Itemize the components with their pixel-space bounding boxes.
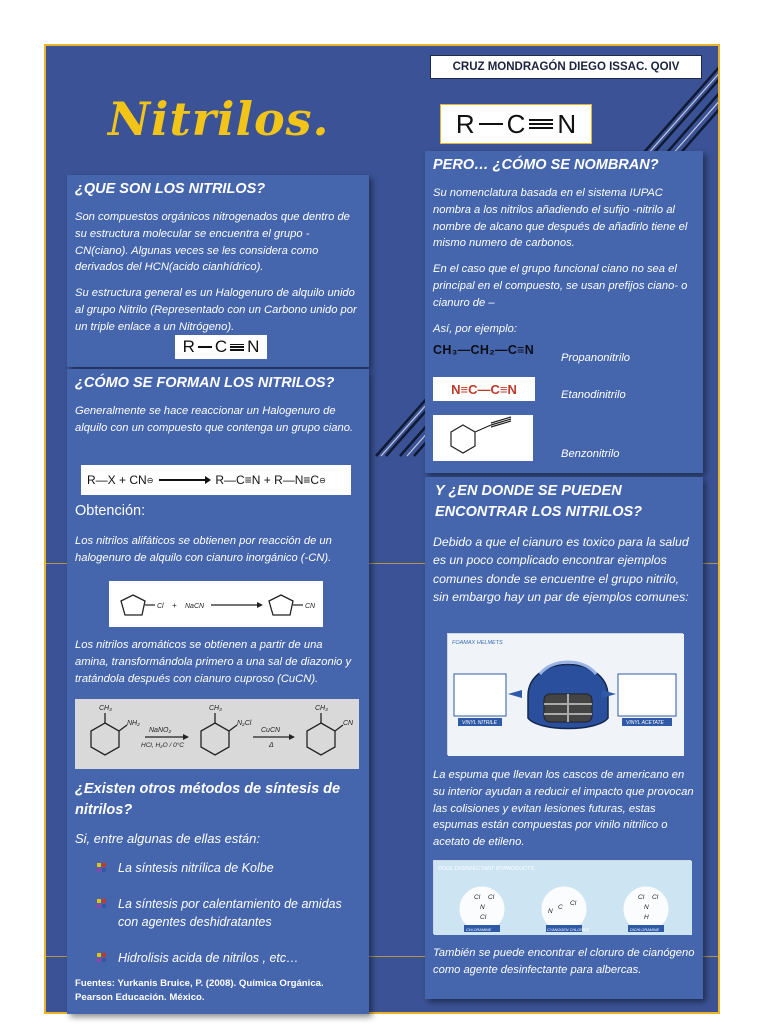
list-item — [97, 859, 353, 877]
svg-text:Cl: Cl — [474, 894, 481, 901]
helmet-illustration — [448, 634, 684, 756]
reaction-label: CH₃ — [99, 705, 112, 712]
sources-line: Pearson Educación. México. — [75, 992, 205, 1004]
panel-donde — [425, 477, 703, 999]
reaction-label: CN — [343, 720, 354, 727]
bullet-icon — [97, 899, 106, 908]
section-heading: ¿QUE SON LOS NITRILOS? — [75, 181, 266, 197]
reaction-label: N₂Cl — [237, 720, 252, 727]
section-heading: PERO… ¿CÓMO SE NOMBRAN? — [433, 157, 659, 173]
paragraph: Así, por ejemplo: — [433, 323, 517, 335]
image-caption: VINYL NITRILE — [462, 720, 497, 726]
bullet-icon — [97, 953, 106, 962]
formula-n: N — [557, 108, 577, 139]
benzonitrile-structure — [433, 415, 533, 461]
image-caption: CYANOGEN CHLORIDE — [547, 928, 590, 932]
formula-n: N — [247, 337, 260, 356]
section-heading: ¿Existen otros métodos de síntesis de nitrilos? — [75, 781, 341, 819]
list-item-text: Hidrolisis acida de nitrilos , etc… — [118, 951, 299, 965]
svg-text:Cl: Cl — [570, 900, 577, 907]
section-heading: ¿CÓMO SE FORMAN LOS NITRILOS? — [75, 375, 335, 391]
reaction-label: CH₃ — [315, 705, 328, 712]
panel-nombran — [425, 151, 703, 473]
paragraph: También se puede encontrar el cloruro de cianógeno como agente desinfectante para albercas. — [433, 947, 695, 976]
example-formula: N≡C—C≡N — [433, 377, 535, 401]
svg-text:Cl: Cl — [480, 914, 487, 921]
example-name: Etanodinitrilo — [561, 389, 626, 401]
paragraph: Generalmente se hace reaccionar un Halogenuro de alquilo con un compuesto que contenga un grupo ciano. — [75, 405, 354, 434]
pool-illustration — [434, 861, 692, 935]
paragraph: Su nomenclatura basada en el sistema IUPAC nombra a los nitrilos añadiendo el sufijo -nitrilo al nombre de alcano que después de añadirlo tiene el mismo numero de carbonos. — [433, 187, 688, 250]
image-caption: DICHLORAMINE — [630, 928, 660, 932]
reaction-label: HCl, H₂O / 0°C — [141, 742, 184, 749]
svg-text:N: N — [548, 908, 553, 915]
svg-text:N: N — [644, 904, 649, 911]
reaction-label: Δ — [269, 742, 274, 749]
section-heading: Y ¿EN DONDE SE PUEDEN ENCONTRAR LOS NITRILOS? — [435, 483, 643, 521]
formula-r: R — [182, 337, 195, 356]
formula-r: R — [455, 108, 475, 139]
svg-text:Cl: Cl — [638, 894, 645, 901]
otros-intro: Si, entre algunas de ellas están: — [75, 831, 261, 846]
paragraph: Son compuestos orgánicos nitrogenados que dentro de su estructura molecular se encuentra el grupo -CN(ciano). Algunas veces se les considera como derivados del HCN(acido cianhídrico). — [75, 211, 350, 274]
formula-c: C — [214, 337, 228, 356]
reaction-label: NaCN — [185, 603, 205, 610]
image-caption: CHLORAMINE — [466, 928, 492, 932]
reaction-label: NH₂ — [127, 720, 140, 727]
reaction-cyclopentyl-svg — [109, 581, 323, 627]
svg-text:C: C — [558, 904, 563, 911]
svg-text:Cl: Cl — [488, 894, 495, 901]
general-formula-small — [175, 335, 267, 359]
paragraph: Debido a que el cianuro es toxico para la salud es un poco complicado encontrar ejemplos comunes donde se encuentre el grupo nitrilo, sin embargo hay un par de ejemplos comunes: — [433, 535, 689, 605]
image-caption: VINYL ACETATE — [626, 720, 664, 726]
bullet-icon — [97, 863, 106, 872]
helmet-image — [447, 633, 683, 755]
reaction-cyclopentyl — [109, 581, 323, 627]
paragraph: Los nitrilos alifáticos se obtienen por reacción de un halogenuro de alquilo con cianuro inorgánico (-CN). — [75, 535, 332, 564]
list-item — [97, 895, 353, 931]
list-item-text: La síntesis por calentamiento de amidas con agentes deshidratantes — [118, 897, 342, 930]
image-caption: FOAMAX HELMETS — [452, 640, 503, 646]
panel-que-son — [67, 175, 369, 367]
sources — [75, 977, 324, 1006]
reaction-label: CH₃ — [209, 705, 222, 712]
paragraph: La espuma que llevan los cascos de americano en su interior ayudan a reducir el impacto que provocan las colisiones y evitan lesiones futuras, estas espumas están compuestas por vinilo nitrilico o acetato de etileno. — [433, 769, 694, 849]
formula-c: C — [506, 108, 526, 139]
list-item — [97, 949, 353, 967]
reaction-aromatic-svg — [75, 699, 359, 769]
list-item-text: La síntesis nitrílica de Kolbe — [118, 861, 274, 875]
benzonitrile-svg — [433, 415, 533, 461]
image-caption: POOL DISINFECTANT BYPRODUCTS — [438, 866, 535, 872]
reaction-products: R—C≡N + R—N≡C — [215, 473, 320, 487]
page-title: Nitrilos. — [108, 92, 330, 146]
author-box: CRUZ MONDRAGÓN DIEGO ISSAC. QOIV — [430, 55, 702, 79]
reaction-label: Cl — [157, 603, 164, 610]
reaction-label: CN — [305, 603, 316, 610]
example-name: Propanonitrilo — [561, 352, 631, 364]
reaction-general: R—X + CN ⊖ R—C≡N + R—N≡C ⊖ — [81, 465, 351, 495]
reaction-reactants: R—X + CN — [87, 473, 147, 487]
svg-text:N: N — [480, 904, 485, 911]
paragraph: En el caso que el grupo funcional ciano no sea el principal en el compuesto, se usan prefijos ciano- o cianuro de – — [433, 263, 688, 309]
example-name: Benzonitrilo — [561, 448, 620, 460]
obtencion-heading: Obtención: — [75, 503, 146, 519]
panel-como-forman — [67, 369, 369, 1014]
paragraph: Los nitrilos aromáticos se obtienen a partir de una amina, transformándola primero a una sal de diazonio y tratándola después con cianuro cuproso (CuCN). — [75, 639, 352, 685]
example-formula: CH₃—CH₂—C≡N — [433, 343, 535, 357]
reaction-label: CuCN — [261, 727, 281, 734]
sources-line: Fuentes: Yurkanis Bruice, P. (2008). Química Orgánica. — [75, 978, 324, 989]
reaction-label: + — [172, 601, 177, 610]
paragraph: Su estructura general es un Halogenuro de alquilo unido al grupo Nitrilo (Representado con un Carbono unido por un triple enlace a un Nitrógeno). — [75, 287, 357, 333]
svg-text:H: H — [644, 914, 649, 921]
reaction-aromatic — [75, 699, 359, 769]
general-formula-box — [440, 104, 592, 144]
reaction-label: NaNO₂ — [149, 727, 172, 734]
pool-image — [433, 860, 691, 934]
svg-text:Cl: Cl — [652, 894, 659, 901]
